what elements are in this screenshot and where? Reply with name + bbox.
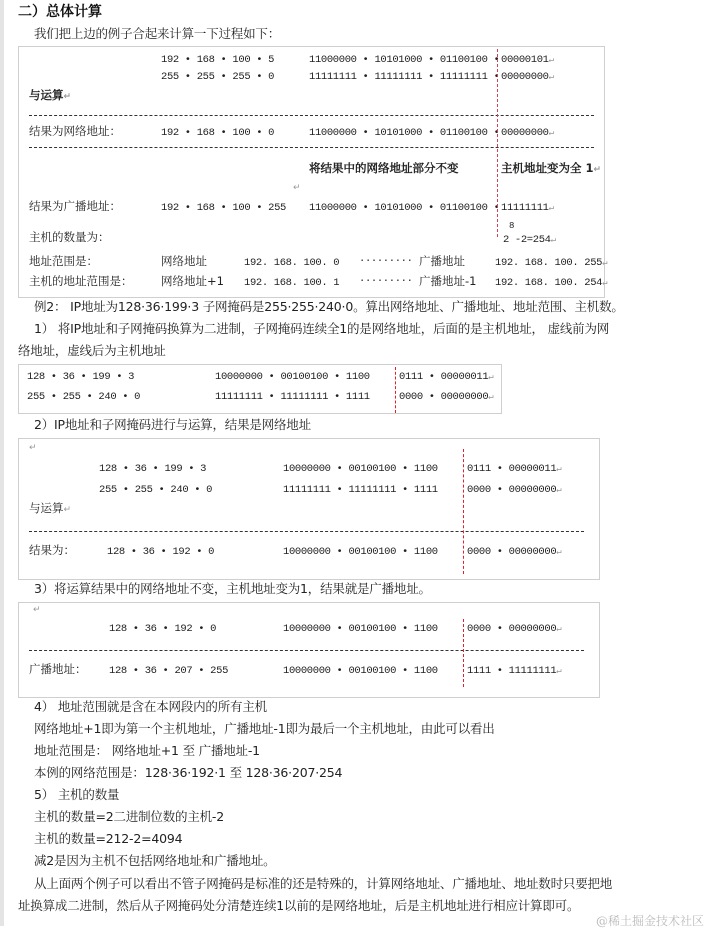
- return-mark: ↵: [293, 183, 301, 193]
- step5-line3: 减2是因为主机不包括网络地址和广播地址。: [34, 853, 276, 868]
- conclusion-text-cont: 址换算成二进制，然后从子网掩码处分清楚连续1以前的是网络地址，后是主机地址进行相应计算即可。: [18, 898, 580, 913]
- host-count-formula: 2 -2=254↵: [503, 234, 556, 246]
- broadcast-binary-net: 11000000 • 10101000 • 01100100 •: [309, 202, 500, 214]
- ip-binary-host: 0111 • 00000011↵: [467, 463, 562, 475]
- mask-binary-host: 0000 • 00000000↵: [467, 484, 562, 496]
- mask-decimal: 255 • 255 • 240 • 0: [27, 391, 141, 403]
- range-network-value: 192. 168. 100. 0: [244, 257, 340, 269]
- host-range-network-value: 192. 168. 100. 1: [244, 277, 340, 289]
- section-title: 二）总体计算: [18, 4, 102, 20]
- network-decimal: 192 • 168 • 100 • 0: [161, 127, 275, 139]
- mask-binary-net: 11111111 • 11111111 • 1111: [283, 484, 438, 496]
- result-decimal: 128 • 36 • 192 • 0: [107, 546, 215, 558]
- mask-binary-host: 00000000↵: [501, 71, 554, 83]
- ip-binary-net: 11000000 • 10101000 • 01100100 •: [309, 54, 500, 66]
- network-host-divider: [463, 619, 464, 687]
- return-mark: ↵: [33, 605, 41, 615]
- broadcast-decimal: 128 • 36 • 207 • 255: [109, 665, 229, 677]
- calc-box-broadcast: [18, 602, 600, 698]
- result-label: 结果为：: [29, 543, 75, 557]
- mask-binary-host: 0000 • 00000000↵: [399, 391, 494, 403]
- ip-decimal: 128 • 36 • 199 • 3: [27, 371, 135, 383]
- step5-line1: 主机的数量=2二进制位数的主机-2: [34, 809, 224, 824]
- network-host-divider: [463, 449, 464, 574]
- network-result-label: 结果为网络地址：: [29, 124, 121, 138]
- host-range-label: 主机的地址范围是：: [29, 274, 133, 288]
- intro-text: 我们把上边的例子合起来计算一下过程如下：: [34, 26, 281, 41]
- network-host-divider: [497, 49, 498, 237]
- host-range-broadcast-label: 广播地址-1: [419, 274, 477, 288]
- host-range-network-label: 网络地址+1: [161, 274, 224, 288]
- step2-text: 2）IP地址和子网掩码进行与运算，结果是网络地址: [34, 417, 311, 432]
- broadcast-binary-host: 1111 • 11111111↵: [467, 665, 562, 677]
- result-binary-host: 0000 • 00000000↵: [467, 546, 562, 558]
- host-range-broadcast-value: 192. 168. 100. 254↵: [495, 277, 608, 289]
- return-mark: ↵: [29, 443, 37, 453]
- ip-binary-net: 10000000 • 00100100 • 1100: [283, 463, 438, 475]
- separator-line: [29, 650, 584, 651]
- step1-text: 1） 将IP地址和子网掩码换算为二进制，子网掩码连续全1的是网络地址，后面的是主机地址， 虚线前为网: [34, 321, 610, 336]
- step4-heading: 4） 地址范围就是含在本网段内的所有主机: [34, 699, 267, 714]
- mask-decimal: 255 • 255 • 240 • 0: [99, 484, 213, 496]
- broadcast-decimal: 192 • 168 • 100 • 255: [161, 202, 286, 214]
- step5-line2: 主机的数量=212-2=4094: [34, 831, 183, 846]
- range-network-label: 网络地址: [161, 254, 207, 268]
- broadcast-binary-net: 10000000 • 00100100 • 1100: [283, 665, 438, 677]
- ip-binary-net: 10000000 • 00100100 • 1100: [215, 371, 370, 383]
- network-binary-net: 10000000 • 00100100 • 1100: [283, 623, 438, 635]
- step4-line1: 网络地址+1即为第一个主机地址，广播地址-1即为最后一个主机地址，由此可以看出: [34, 721, 495, 736]
- step4-line3: 本例的网络范围是：128·36·192·1 至 128·36·207·254: [34, 765, 343, 780]
- step5-heading: 5） 主机的数量: [34, 787, 120, 802]
- ip-decimal: 128 • 36 • 199 • 3: [99, 463, 207, 475]
- ip-decimal: 192 • 168 • 100 • 5: [161, 54, 275, 66]
- separator-line: [29, 531, 584, 532]
- broadcast-binary-host: 11111111↵: [501, 202, 554, 214]
- mask-binary-net: 11111111 • 11111111 • 1111: [215, 391, 370, 403]
- host-count-label: 主机的数量为：: [29, 230, 110, 244]
- and-operation-label: 与运算↵: [29, 88, 72, 102]
- conclusion-text: 从上面两个例子可以看出不管子网掩码是标准的还是特殊的，计算网络地址、广播地址、地址数时只要把地: [34, 876, 613, 891]
- calc-box-and: [18, 438, 600, 580]
- note-network-unchanged: 将结果中的网络地址部分不变: [309, 161, 459, 175]
- step4-line2: 地址范围是： 网络地址+1 至 广播地址-1: [34, 743, 260, 758]
- ip-binary-host: 00000101↵: [501, 54, 554, 66]
- network-binary-host: 0000 • 00000000↵: [467, 623, 562, 635]
- step1-text-cont: 络地址，虚线后为主机地址: [18, 343, 166, 358]
- watermark: @稀土掘金技术社区: [595, 914, 704, 928]
- note-host-all-ones: 主机地址变为全 1↵: [501, 161, 602, 175]
- result-binary-net: 10000000 • 00100100 • 1100: [283, 546, 438, 558]
- broadcast-label: 广播地址：: [29, 662, 87, 676]
- network-binary-host: 00000000↵: [501, 127, 554, 139]
- and-operation-label: 与运算↵: [29, 501, 72, 515]
- host-range-dots: ·········: [359, 275, 413, 287]
- mask-decimal: 255 • 255 • 255 • 0: [161, 71, 275, 83]
- range-broadcast-label: 广播地址: [419, 254, 465, 268]
- network-host-divider: [395, 367, 396, 413]
- network-binary-net: 11000000 • 10101000 • 01100100 •: [309, 127, 500, 139]
- broadcast-result-label: 结果为广播地址：: [29, 199, 121, 213]
- calc-box-binary: [18, 364, 502, 414]
- ip-binary-host: 0111 • 00000011↵: [399, 371, 494, 383]
- range-broadcast-value: 192. 168. 100. 255↵: [495, 257, 608, 269]
- left-border: [0, 0, 4, 926]
- network-decimal: 128 • 36 • 192 • 0: [109, 623, 217, 635]
- calc-box-overall: [18, 46, 608, 298]
- range-dots: ·········: [359, 255, 413, 267]
- example2-heading: 例2： IP地址为128·36·199·3 子网掩码是255·255·240·0。算出网络地址、广播地址、地址范围、主机数。: [34, 299, 624, 314]
- host-count-exponent: 8: [509, 221, 515, 231]
- separator-line: [29, 147, 594, 148]
- separator-line: [29, 115, 594, 116]
- range-label: 地址范围是：: [29, 254, 98, 268]
- step3-text: 3）将运算结果中的网络地址不变，主机地址变为1，结果就是广播地址。: [34, 581, 431, 596]
- mask-binary-net: 11111111 • 11111111 • 11111111 •: [309, 71, 500, 83]
